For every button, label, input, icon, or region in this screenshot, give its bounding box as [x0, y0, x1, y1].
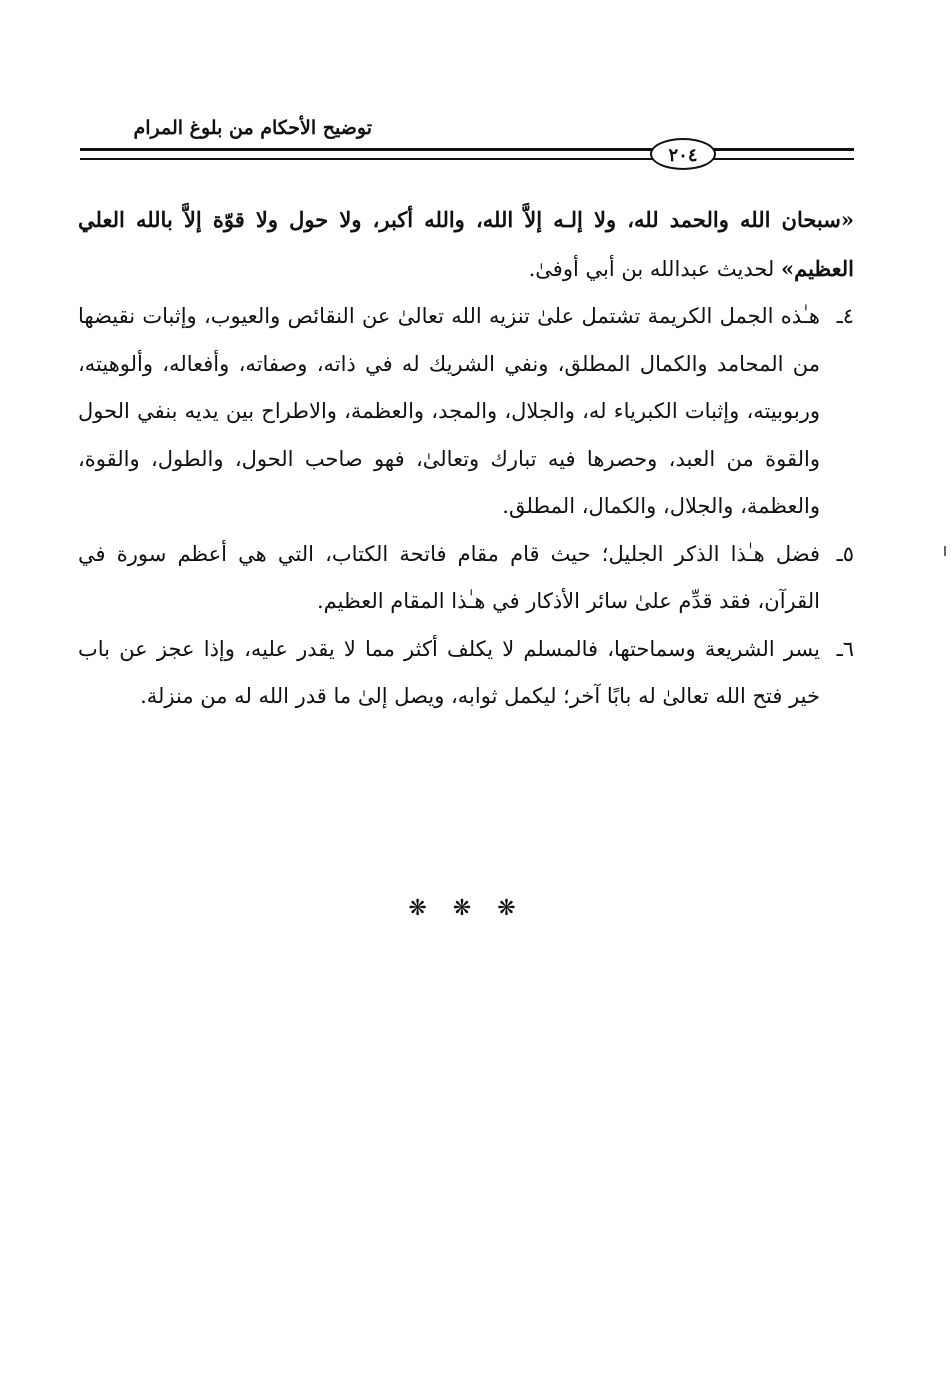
page-body — [78, 196, 854, 721]
item-text: يسر الشريعة وسماحتها، فالمسلم لا يكلف أكثر مما لا يقدر عليه، وإذا عجز عن باب خير فتح الله تعالىٰ له بابًا آخر؛ ليكمل ثوابه، ويصل إلىٰ ما قدر الله له من منزلة. — [78, 636, 820, 708]
section-separator-asterisks: ❋❋❋ — [408, 896, 542, 921]
header-rule-thin — [80, 158, 854, 160]
dhikr-quote: «سبحان الله والحمد لله، ولا إلـه إلاَّ الله، والله أكبر، ولا حول ولا قوّة إلاَّ بالله العلي العظيم» — [78, 207, 854, 281]
list-item — [78, 531, 854, 626]
intro-rest: لحديث عبدالله بن أبي أوفىٰ. — [528, 256, 781, 281]
list-item — [78, 626, 854, 721]
page-number: ٢٠٤ — [650, 138, 716, 170]
running-header-title: توضيح الأحكام من بلوغ المرام — [133, 117, 372, 139]
item-text: هـٰذه الجمل الكريمة تشتمل علىٰ تنزيه الله تعالىٰ عن النقائص والعيوب، وإثبات نقيضها من المحامد والكمال المطلق، ونفي الشريك له في ذاته، وصفاته، وأفعاله، وألوهيته، وربوبيته، وإثبات الكبرياء له، والجلال، والمجد، والعظمة، والاطراح بين يديه بنفي الحول والقوة من العبد، وحصرها فيه تبارك وتعالىٰ، فهو صاحب الحول، والطول، والقوة، والعظمة، والجلال، والكمال، المطلق. — [78, 304, 820, 518]
scan-edge-mark — [944, 546, 946, 556]
list-item — [78, 293, 854, 531]
header-rule-thick — [80, 148, 854, 151]
intro-paragraph — [78, 196, 854, 293]
item-number: ٥ـ — [836, 541, 854, 566]
item-number: ٤ـ — [836, 304, 854, 328]
item-text: فضل هـٰذا الذكر الجليل؛ حيث قام مقام فاتحة الكتاب، التي هي أعظم سورة في القرآن، فقد قدِّم علىٰ سائر الأذكار في هـٰذا المقام العظيم. — [78, 541, 820, 613]
item-number: ٦ـ — [836, 636, 854, 661]
